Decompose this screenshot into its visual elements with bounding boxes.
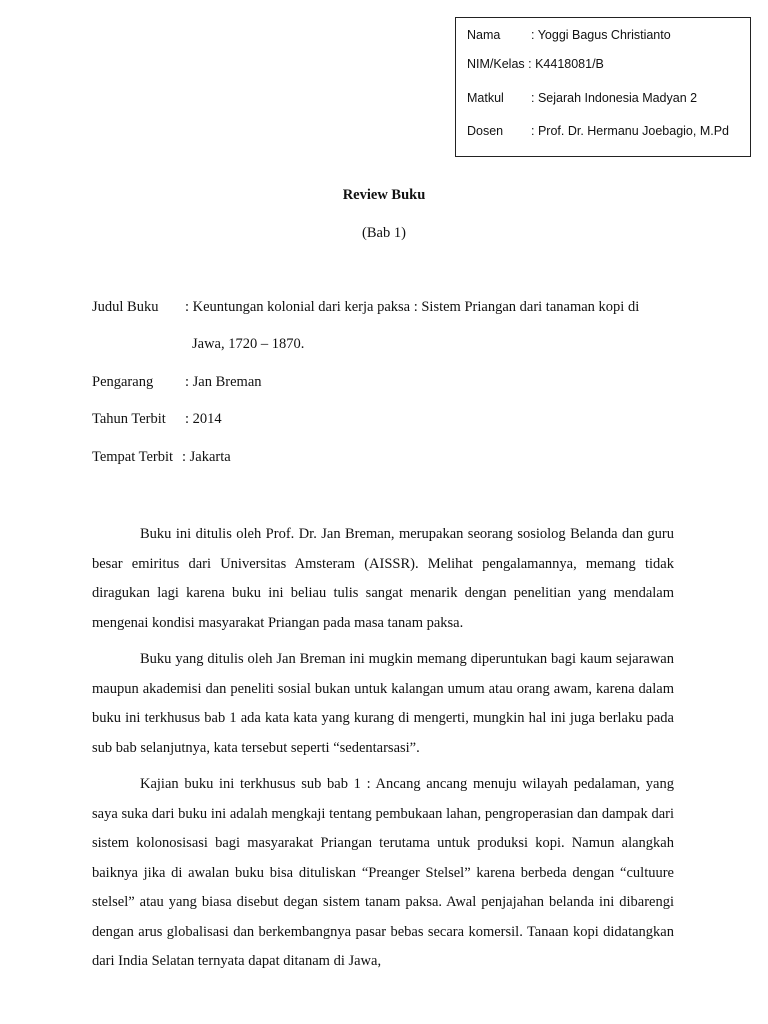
matkul-value: : Sejarah Indonesia Madyan 2 (531, 91, 698, 105)
paragraph: Buku yang ditulis oleh Jan Breman ini mugkin memang diperuntukan bagi kaum sejarawan maupun akademisi dan peneliti sosial bukan untuk kalangan umum atau orang awam, karena dalam buku ini terkhusus bab 1 ada kata kata yang kurang di mengerti, mungkin hal ini juga berlaku pada sub bab selanjutnya, kata tersebut seperti “sedentarsasi”. (92, 651, 674, 756)
year-value: : 2014 (185, 411, 222, 427)
review-body (92, 520, 674, 984)
dosen-value: : Prof. Dr. Hermanu Joebagio, M.Pd (531, 124, 730, 138)
nim-value: : K4418081/B (528, 57, 604, 71)
author-value: : Jan Breman (185, 374, 262, 390)
author-label: Pengarang (92, 374, 154, 390)
identity-row-nim (467, 57, 604, 71)
nama-label: Nama (467, 28, 501, 42)
matkul-label: Matkul (467, 91, 504, 105)
dosen-label: Dosen (467, 124, 504, 138)
place-label: Tempat Terbit (92, 449, 174, 465)
year-label: Tahun Terbit (92, 411, 166, 427)
book-title-value-continued: Jawa, 1720 – 1870. (192, 336, 305, 352)
identity-row-nama (467, 28, 671, 42)
identity-row-dosen (467, 124, 729, 138)
nama-value: : Yoggi Bagus Christianto (531, 28, 671, 42)
book-title-value: : Keuntungan kolonial dari kerja paksa : Sistem Priangan dari tanaman kopi di (185, 299, 640, 315)
identity-row-matkul (467, 91, 697, 105)
place-value: : Jakarta (182, 449, 231, 465)
book-title-label: Judul Buku (92, 299, 159, 315)
document-subtitle: (Bab 1) (362, 225, 406, 241)
student-identity-box (455, 17, 751, 157)
nim-label: NIM/Kelas (467, 57, 525, 71)
paragraph: Buku ini ditulis oleh Prof. Dr. Jan Breman, merupakan seorang sosiolog Belanda dan guru besar emiritus dari Universitas Amsteram (AISSR). Melihat pengalamannya, memang tidak diragukan lagi karena buku ini beliau tulis sangat menarik dengan penelitian yang mendalam mengenai kondisi masyarakat Priangan pada masa tanam paksa. (92, 526, 674, 631)
paragraph: Kajian buku ini terkhusus sub bab 1 : Ancang ancang menuju wilayah pedalaman, yang saya suka dari buku ini adalah mengkaji tentang pembukaan lahan, pengroperasian dan dampak dari sistem kolonosisasi bagi masyarakat Priangan terutama untuk produksi kopi. Namun alangkah baiknya jika di awalan buku bisa dituliskan “Preanger Stelsel” karena berbeda dengan “cultuure stelsel” atau yang biasa disebut degan sistem tanam paksa. Awal penjajahan belanda ini dibarengi dengan arus globalisasi dan berkembangnya pasar bebas secara komersil. Tanaan kopi didatangkan dari India Selatan ternyata dapat ditanam di Jawa, (92, 776, 674, 969)
document-title: Review Buku (342, 187, 426, 203)
